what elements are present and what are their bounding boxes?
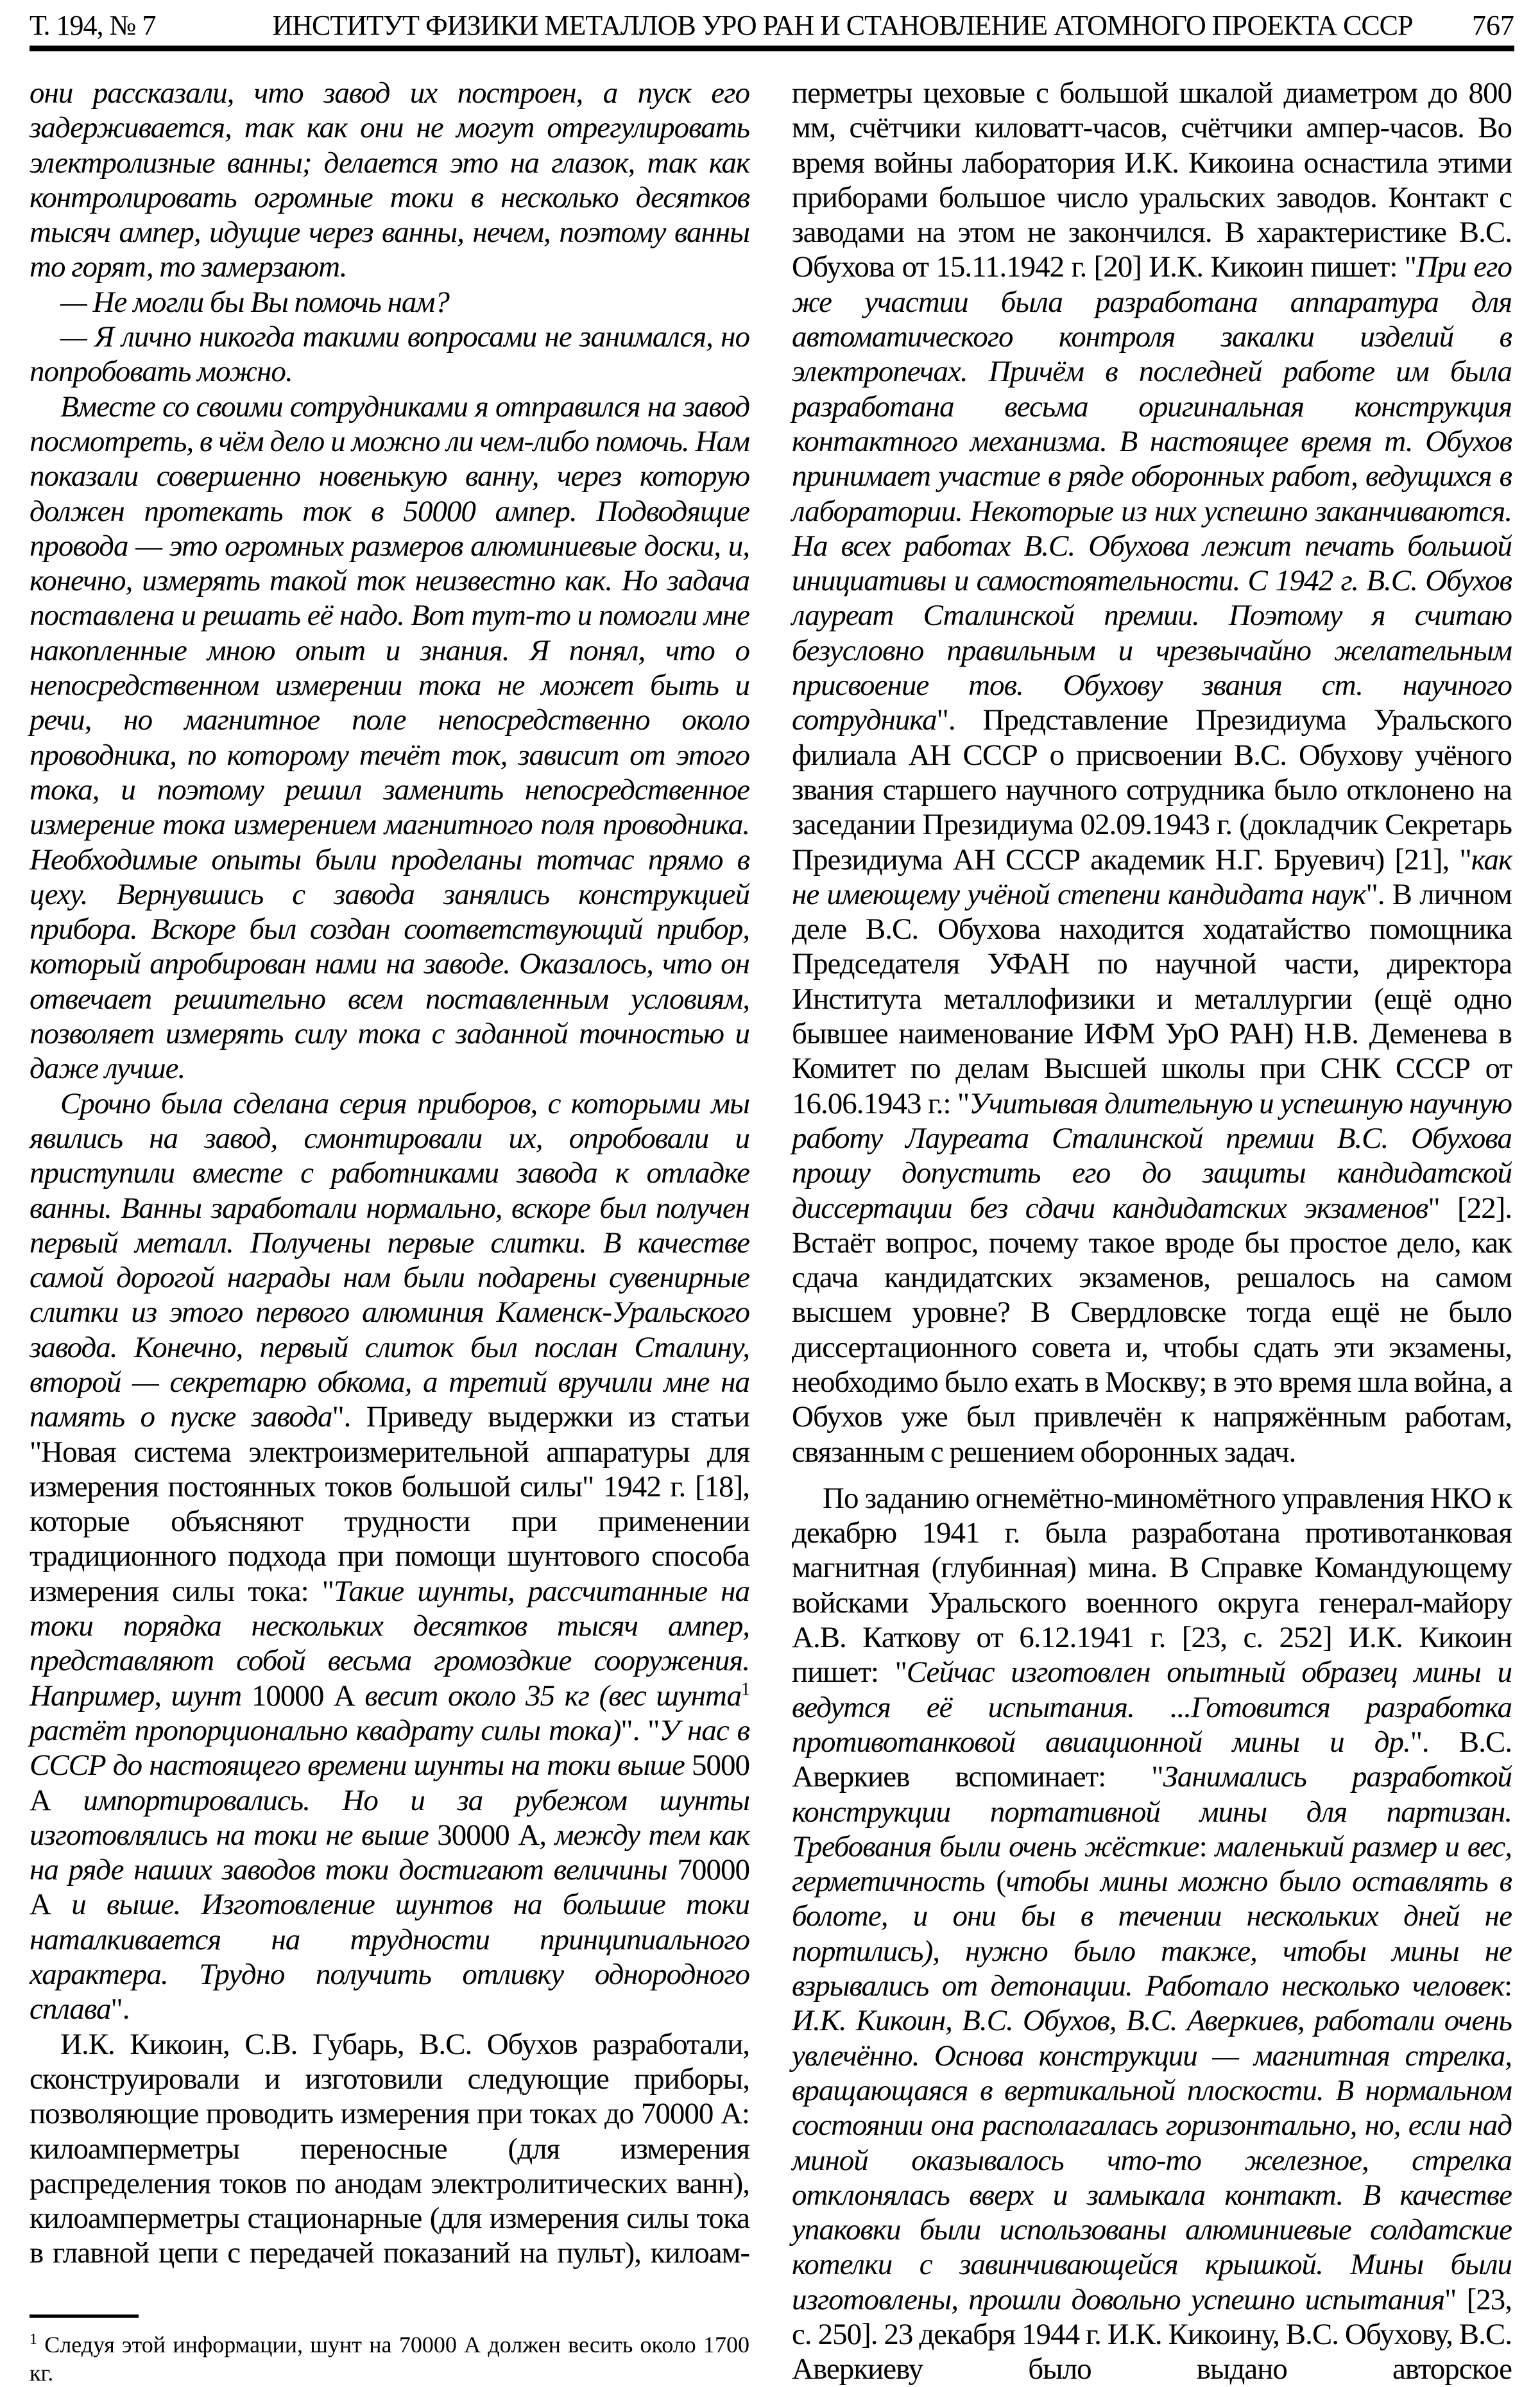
paragraph — [30, 2027, 749, 2271]
italic-text: — Не могли бы Вы помочь нам? — [60, 285, 449, 319]
italic-text: чтобы мины можно было оставлять в болоте, и они бы в течении нескольких дней не портились), нужно было также, чтобы мины не взрывались от детонации. Работало несколько человек — [792, 1865, 1512, 2003]
text: ". — [110, 1992, 130, 2026]
text: ". В.С. Аверкиев вспоминает: " — [792, 1725, 1512, 1794]
paragraph — [30, 285, 749, 320]
text: ". Представление Президиума Уральского филиала АН СССР о присвоении В.С. Обухову учёного звания старшего научного сотрудника было отклонено на заседании Президиума 02.09.1943 г. (докладчик Секретарь Президиума АН СССР академик Н.Г. Бруевич) [21], " — [792, 703, 1512, 877]
paragraph — [792, 76, 1512, 1469]
italic-text: Учитывая длительную и успешную научную работу Лауреата Сталинской премии В.С. Обухова прошу допустить его до защиты кандидатской диссертации без сдачи кандидатских экзаменов — [792, 1086, 1512, 1225]
footnote-text: Следуя этой информации, шунт на 70000 А должен весить около 1700 кг. — [30, 2331, 749, 2386]
left-column-text — [30, 76, 749, 2271]
italic-text: И.К. Кикоин, В.С. Обухов, В.С. Аверкиев, работали очень увлечённо. Основа конструкции — магнитная стрелка, вращающаяся в вертикальной плоскости. В нормальном состоянии она располагалась горизонтально, но, если над миной оказывалось что-то железное, стрелка отклонялась вверх и замыкала контакт. В качестве упаковки были использованы алюминиевые солдатские котелки с завинчивающейся крышкой. Мины были изготовлены, прошли довольно успешно испытания — [792, 2004, 1512, 2316]
running-header — [30, 9, 1514, 51]
italic-text: Вместе со своими сотрудниками я отправился на завод посмотреть, в чём дело и можно ли чем-либо помочь. Нам показали совершенно новенькую ванну, через которую должен протекать ток в 50000 ампер. Подводящие провода — это огромных размеров алюминиевые доски, и, конечно, измерять такой ток неизвестно как. Но задача поставлена и решать её надо. Вот тут-то и помогли мне накопленные мною опыт и знания. Я понял, что о непосредственном измерении тока не может быть и речи, но магнитное поле непосредственно около проводника, по которому течёт ток, зависит от этого тока, и поэтому решил заменить непосредственное измерение тока измерением магнитного поля проводника. Необходимые опыты были проделаны тотчас прямо в цеху. Вернувшись с завода занялись конструкцией прибора. Вскоре был создан соответствующий прибор, который апробирован нами на заводе. Оказалось, что он отвечает решительно всем поставленным условиям, позволяет измерять силу тока с заданной точностью и даже лучше. — [30, 389, 749, 1086]
footnote-divider — [30, 2314, 139, 2318]
page-number: 767 — [1472, 10, 1514, 41]
footnote-reference: 1 — [741, 1679, 749, 1699]
italic-text: Сейчас изготовлен опытный образец мины и ведутся её испытания. ...Готовится разработка противотанковой авиационной мины и др. — [792, 1656, 1512, 1759]
italic-text: Такие шунты, рассчитанные на токи порядка нескольких десятков тысяч ампер, представляют собой весьма громоздкие сооружения. Например, шунт — [30, 1574, 749, 1713]
paragraph — [30, 76, 749, 285]
italic-text: весит около 35 кг (вес шунта — [354, 1679, 741, 1713]
text: 5000 А — [30, 1749, 749, 1817]
text: : — [1503, 1969, 1512, 2003]
text: перметры цеховые с большой шкалой диаметром до 800 мм, счётчики киловатт-часов, счётчики ампер-часов. Во время войны лаборатория И.К. Кикоина оснастила этими приборами большое число уральских заводов. Контакт с заводами на этом не закончился. В характеристике В.С. Обухова от 15.11.1942 г. [20] И.К. Кикоин пишет: " — [792, 76, 1512, 284]
text: 10000 А — [251, 1679, 355, 1713]
paragraph — [30, 389, 749, 1086]
text: ". " — [620, 1713, 660, 1747]
paragraph — [30, 320, 749, 389]
footnote — [30, 2331, 749, 2387]
italic-text: импортировались. Но и за рубежом шунты изготовлялись на токи не выше — [30, 1783, 749, 1852]
running-title: ИНСТИТУТ ФИЗИКИ МЕТАЛЛОВ УРО РАН И СТАНОВЛЕНИЕ АТОМНОГО ПРОЕКТА СССР — [272, 10, 1413, 41]
italic-text: как не имеющему учёной степени кандидата наук — [792, 843, 1512, 911]
paragraph — [792, 1481, 1512, 2387]
italic-text: При его же участии была разработана аппаратура для автоматического контроля закалки изделий в электропечах. Причём в последней работе им была разработана весьма оригинальная конструкция контактного механизма. В настоящее время т. Обухов принимает участие в ряде оборонных работ, ведущихся в лаборатории. Некоторые из них успешно заканчиваются. На всех работах В.С. Обухова лежит печать большой инициативы и самостоятельности. С 1942 г. В.С. Обухов лауреат Сталинской премии. Поэтому я считаю безусловно правильным и чрезвычайно желательным присвоение тов. Обухову звания ст. научного сотрудника — [792, 250, 1512, 737]
italic-text: — Я лично никогда такими вопросами не занимался, но попробовать можно. — [30, 320, 749, 389]
text: ". В личном деле В.С. Обухова находится ходатайство помощника Председателя УФАН по научной части, директора Института металлофизики и металлургии (ещё одно бывшее наименование ИФМ УрО РАН) Н.В. Деменева в Комитет по делам Высшей школы при СНК СССР от 16.06.1943 г.: " — [792, 877, 1512, 1120]
journal-volume: Т. 194, № 7 — [30, 10, 156, 41]
text: " [23, с. 250]. 23 декабря 1944 г. И.К. Кикоину, В.С. Обухову, В.С. Аверкиеву было выдано авторское — [792, 2282, 1512, 2386]
footnote-mark: 1 — [30, 2331, 37, 2348]
italic-text: и выше. Изготовление шунтов на большие токи наталкивается на трудности принципиального характера. Трудно получить отливку однородного сплава — [30, 1888, 749, 2026]
left-column — [30, 76, 749, 2387]
text: По заданию огнемётно-миномётного управления НКО к декабрю 1941 г. была разработана противотанковая магнитная (глубинная) мина. В Справке Командующему войсками Уральского военного округа генерал-майору А.В. Каткову от 6.12.1941 г. [23, с. 252] И.К. Кикоин пишет: " — [792, 1481, 1512, 1690]
text: И.К. Кикоин, С.В. Губарь, В.С. Обухов разработали, сконструировали и изготовили следующие приборы, позволяющие проводить измерения при токах до 70000 А: килоамперметры переносные (для измерения распределения токов по анодам электролитических ванн), килоамперметры стационарные (для измерения силы тока в главной цепи с передачей показаний на пульт), килоам- — [30, 2027, 749, 2270]
text: : — [1199, 1829, 1215, 1863]
text: ( — [984, 1865, 1006, 1899]
italic-text: Занимались разработкой конструкции портативной мины для партизан. Требования были очень жёсткие — [792, 1760, 1512, 1863]
italic-text: маленький размер и вес, герметичность — [792, 1829, 1512, 1899]
text: 70000 А — [30, 1853, 749, 1922]
italic-text: растёт пропорционально квадрату силы тока) — [30, 1713, 621, 1747]
text: ". Приведу выдержки из статьи "Новая система электроизмерительной аппаратуры для измерения постоянных токов большой силы" 1942 г. [18], которые объясняют трудности при применении традиционного подхода при помощи шунтового способа измерения силы тока: " — [30, 1400, 749, 1608]
text: " [22]. Встаёт вопрос, почему такое вроде бы простое дело, как сдача кандидатских экзаменов, решалось на самом высшем уровне? В Свердловске тогда ещё не было диссертационного совета и, чтобы сдать эти экзамены, необходимо было ехать в Москву; в это время шла война, а Обухов уже был привлечён к напряжённым работам, связанным с решением оборонных задач. — [792, 1191, 1512, 1469]
italic-text: Срочно была сделана серия приборов, с которыми мы явились на завод, смонтировали их, опробовали и приступили вместе с работниками завода к отладке ванны. Ванны заработали нормально, вскоре был получен первый металл. Получены первые слитки. В качестве самой дорогой награды нам были подарены сувенирные слитки из этого первого алюминия Каменск-Уральского завода. Конечно, первый слиток был послан Сталину, второй — секретарю обкома, а третий вручили мне на память о пуске завода — [30, 1086, 749, 1434]
two-column-body — [30, 76, 1512, 2387]
italic-text: , между тем как на ряде наших заводов токи достигают величины — [30, 1818, 749, 1887]
footnote-area — [30, 2295, 749, 2387]
text: 30000 А — [437, 1818, 540, 1852]
italic-text: они рассказали, что завод их построен, а пуск его задерживается, так как они не могут отрегулировать электролизные ванны; делается это на глазок, так как контролировать огромные токи в несколько десятков тысяч ампер, идущие через ванны, нечем, поэтому ванны то горят, то замерзают. — [30, 76, 749, 284]
right-column — [792, 76, 1512, 2387]
paragraph — [30, 1086, 749, 2027]
italic-text: У нас в СССР до настоящего времени шунты на токи выше — [30, 1713, 750, 1783]
right-column-text — [792, 76, 1512, 2387]
